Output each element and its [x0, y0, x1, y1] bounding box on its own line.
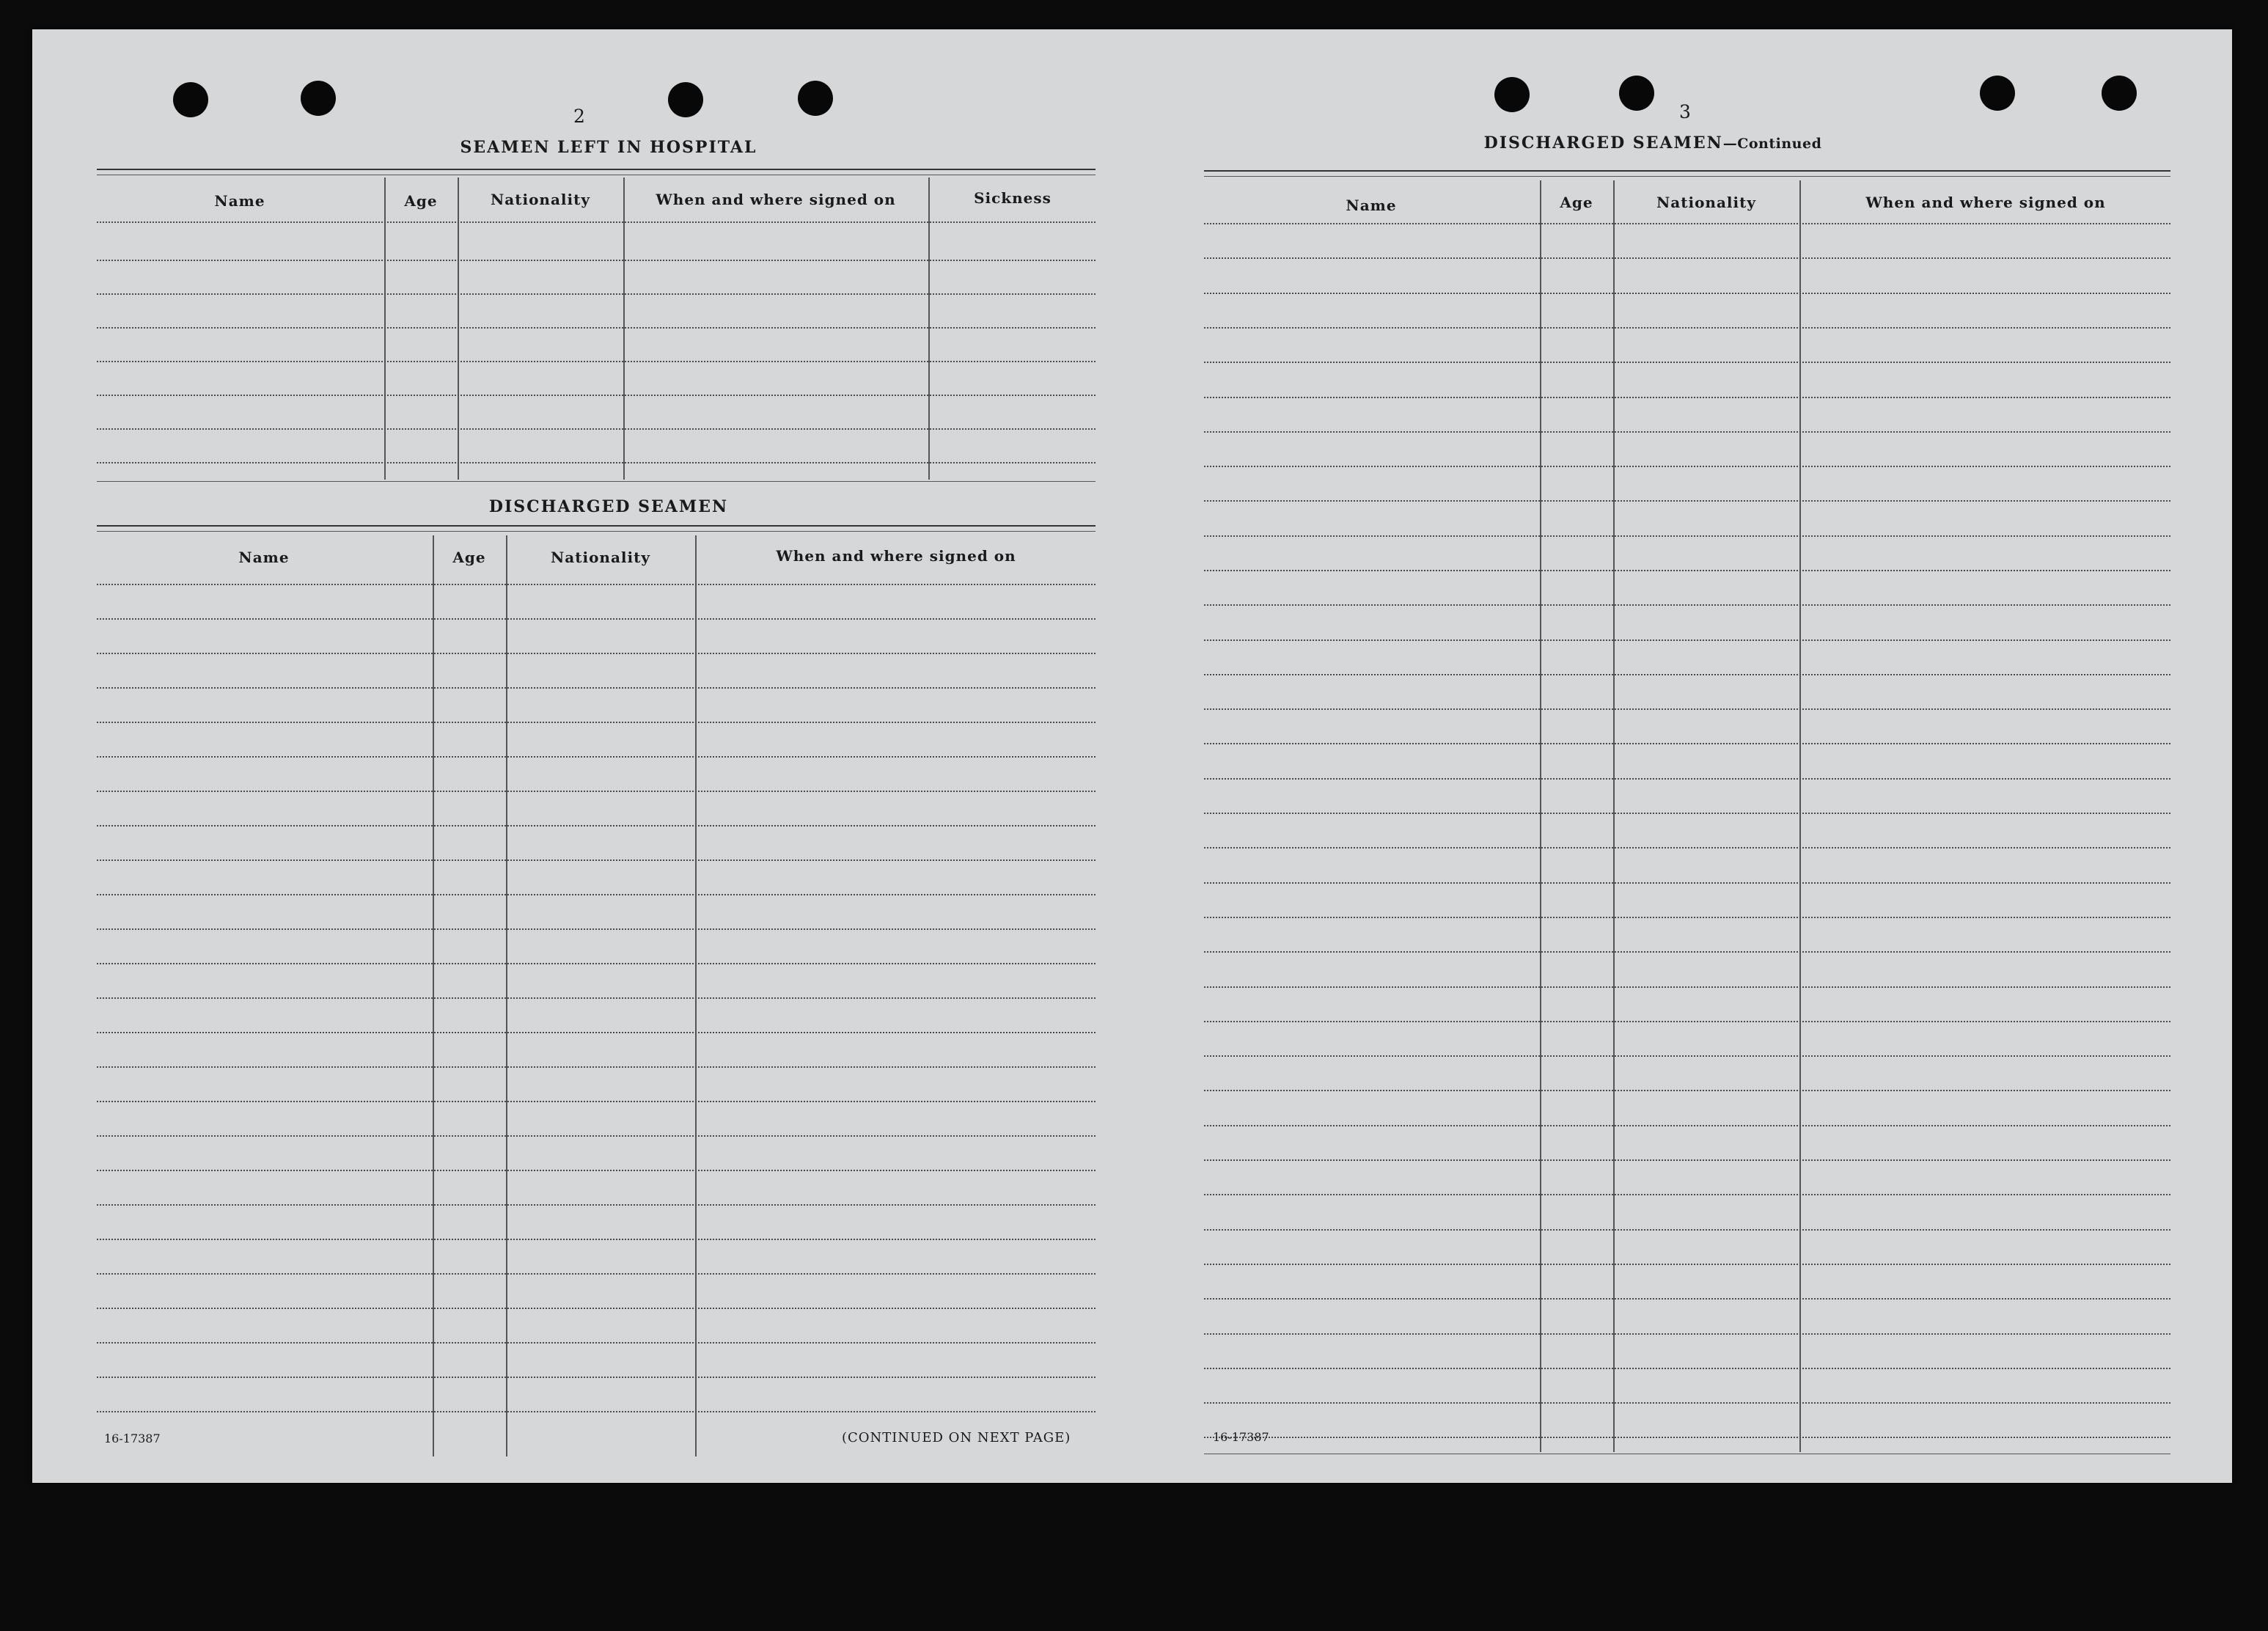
entry-line — [97, 293, 1096, 295]
column-divider — [695, 535, 697, 1456]
entry-line — [97, 722, 1096, 723]
entry-line — [97, 997, 1096, 999]
entry-line — [97, 963, 1096, 964]
entry-line — [1204, 1021, 2170, 1022]
section-title-discharged-continued — [1396, 133, 1909, 153]
entry-line — [1204, 362, 2170, 363]
column-divider — [1540, 180, 1541, 1452]
entry-line — [1204, 1159, 2170, 1161]
entry-line — [1204, 1125, 2170, 1126]
entry-line — [1204, 1298, 2170, 1300]
column-divider — [1799, 180, 1801, 1452]
page-number: 2 — [573, 106, 585, 127]
header-rule — [97, 169, 1096, 170]
entry-line — [1204, 639, 2170, 641]
entry-line — [1204, 466, 2170, 467]
entry-line — [97, 221, 1096, 223]
column-header-name: Name — [1346, 197, 1397, 214]
column-header-nationality: Nationality — [551, 549, 650, 566]
column-header-name: Name — [238, 549, 290, 566]
entry-line — [97, 1101, 1096, 1102]
entry-line — [97, 894, 1096, 895]
continued-note: (CONTINUED ON NEXT PAGE) — [842, 1430, 1071, 1445]
title-suffix: —Continued — [1722, 136, 1822, 152]
entry-line — [97, 361, 1096, 362]
entry-line — [97, 1308, 1096, 1309]
entry-line — [97, 860, 1096, 861]
entry-line — [97, 395, 1096, 396]
column-header-nationality: Nationality — [491, 191, 590, 208]
header-rule — [1204, 170, 2170, 172]
column-divider — [433, 535, 434, 1456]
column-header-sickness: Sickness — [974, 189, 1052, 207]
entry-line — [1204, 535, 2170, 537]
entry-line — [97, 1066, 1096, 1068]
column-header-name: Name — [214, 192, 265, 210]
punch-hole — [1494, 77, 1530, 112]
column-header-age: Age — [1560, 194, 1593, 211]
entry-line — [97, 756, 1096, 758]
column-header-signed-on: When and where signed on — [1865, 194, 2106, 211]
punch-hole — [668, 82, 703, 117]
column-header-age: Age — [452, 549, 486, 566]
entry-line — [97, 428, 1096, 430]
entry-line — [1204, 674, 2170, 675]
entry-line — [97, 260, 1096, 261]
section-title-hospital: SEAMEN LEFT IN HOSPITAL — [460, 138, 757, 157]
section-rule — [97, 481, 1096, 482]
entry-line — [97, 1273, 1096, 1275]
entry-line — [1204, 1333, 2170, 1335]
entry-line — [97, 584, 1096, 585]
entry-line — [1204, 951, 2170, 953]
entry-line — [1204, 570, 2170, 571]
entry-line — [1204, 1055, 2170, 1057]
entry-line — [97, 791, 1096, 792]
entry-line — [1204, 708, 2170, 710]
entry-line — [1204, 604, 2170, 606]
entry-line — [1204, 986, 2170, 988]
entry-line — [1204, 293, 2170, 294]
entry-line — [1204, 1090, 2170, 1091]
entry-line — [97, 825, 1096, 827]
entry-line — [97, 1342, 1096, 1344]
entry-line — [97, 1135, 1096, 1137]
entry-line — [1204, 917, 2170, 918]
form-number: 16-17387 — [104, 1432, 161, 1445]
entry-line — [1204, 1229, 2170, 1231]
form-number: 16-17387 — [1213, 1430, 1269, 1444]
column-header-nationality: Nationality — [1656, 194, 1756, 211]
ledger-sheet — [32, 29, 2232, 1483]
entry-line — [97, 1377, 1096, 1378]
column-header-age: Age — [404, 192, 438, 210]
punch-hole — [1980, 76, 2015, 111]
entry-line — [97, 1032, 1096, 1033]
header-rule — [1204, 176, 2170, 177]
entry-line — [1204, 813, 2170, 814]
entry-line — [97, 1239, 1096, 1240]
entry-line — [1204, 431, 2170, 433]
entry-line — [1204, 257, 2170, 259]
punch-hole — [798, 81, 833, 116]
entry-line — [1204, 1368, 2170, 1369]
page-number: 3 — [1679, 101, 1691, 122]
entry-line — [1204, 500, 2170, 502]
punch-hole — [301, 81, 336, 116]
entry-line — [1204, 743, 2170, 744]
column-divider — [506, 535, 507, 1456]
entry-line — [97, 653, 1096, 654]
entry-line — [1204, 847, 2170, 849]
entry-line — [97, 1170, 1096, 1171]
entry-line — [1204, 1402, 2170, 1404]
entry-line — [97, 1204, 1096, 1206]
entry-line — [97, 1411, 1096, 1412]
column-header-signed-on: When and where signed on — [656, 191, 896, 208]
entry-line — [97, 687, 1096, 689]
column-header-signed-on: When and where signed on — [776, 547, 1016, 565]
entry-line — [1204, 882, 2170, 884]
section-title-discharged: DISCHARGED SEAMEN — [488, 497, 729, 516]
entry-line — [1204, 1264, 2170, 1265]
entry-line — [1204, 223, 2170, 224]
entry-line — [1204, 1194, 2170, 1195]
column-divider — [1613, 180, 1615, 1452]
header-rule — [97, 525, 1096, 527]
entry-line — [97, 618, 1096, 620]
entry-line — [97, 928, 1096, 930]
entry-line — [1204, 327, 2170, 329]
punch-hole — [2102, 76, 2137, 111]
entry-line — [1204, 778, 2170, 780]
entry-line — [1204, 397, 2170, 398]
entry-line — [97, 327, 1096, 329]
punch-hole — [1619, 76, 1654, 111]
entry-line — [97, 462, 1096, 463]
header-rule — [97, 531, 1096, 532]
entry-line — [1204, 1437, 2170, 1438]
punch-hole — [173, 82, 208, 117]
title-main: DISCHARGED SEAMEN — [1483, 133, 1723, 153]
